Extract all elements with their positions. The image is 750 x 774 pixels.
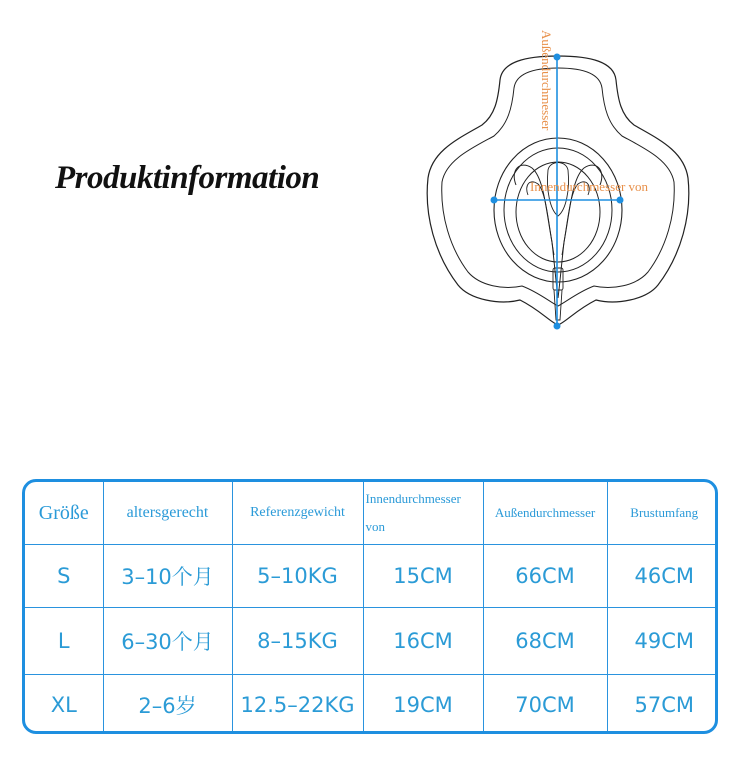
outer-diameter-bottom-dot [554, 323, 561, 330]
inner-diameter-label: Innendurchmesser von [530, 179, 649, 194]
header-chest: Brustumfang [607, 482, 718, 545]
table-header-row [25, 482, 718, 545]
cell-size: XL [25, 675, 103, 735]
cell-size: S [25, 545, 103, 608]
header-size: Größe [25, 482, 103, 545]
cell-age: 2–6岁 [103, 675, 232, 735]
cell-weight: 5–10KG [232, 545, 363, 608]
swim-ring-illustration [420, 20, 710, 340]
page-title: Produktinformation [55, 160, 320, 196]
header-inner-line1: Innendurchmesser [365, 491, 461, 506]
cell-weight: 8–15KG [232, 608, 363, 675]
cell-chest: 46CM [607, 545, 718, 608]
strap-buckle [553, 268, 563, 290]
header-inner-diameter [363, 482, 483, 545]
cell-weight: 12.5–22KG [232, 675, 363, 735]
header-weight: Referenzgewicht [232, 482, 363, 545]
header-age: altersgerecht [103, 482, 232, 545]
cell-size: L [25, 608, 103, 675]
size-table [22, 479, 718, 734]
seat-inner-ring [504, 148, 612, 272]
cell-inner-diameter: 16CM [363, 608, 483, 675]
table-row [25, 545, 718, 608]
cell-outer-diameter: 70CM [483, 675, 607, 735]
seat-outer-ring [494, 138, 622, 282]
header-inner-line2: von [365, 519, 385, 534]
cell-chest: 49CM [607, 608, 718, 675]
cell-age: 6–30个月 [103, 608, 232, 675]
cell-outer-diameter: 68CM [483, 608, 607, 675]
table-row [25, 675, 718, 735]
header-outer-diameter: Außendurchmesser [483, 482, 607, 545]
seat-hole [516, 162, 600, 262]
product-diagram [420, 20, 710, 340]
cell-outer-diameter: 66CM [483, 545, 607, 608]
cell-chest: 57CM [607, 675, 718, 735]
cell-age: 3–10个月 [103, 545, 232, 608]
inner-diameter-left-dot [491, 197, 498, 204]
cell-inner-diameter: 15CM [363, 545, 483, 608]
table-row [25, 608, 718, 675]
inner-diameter-right-dot [617, 197, 624, 204]
outer-diameter-label: Außendurchmesser [539, 30, 554, 131]
cell-inner-diameter: 19CM [363, 675, 483, 735]
